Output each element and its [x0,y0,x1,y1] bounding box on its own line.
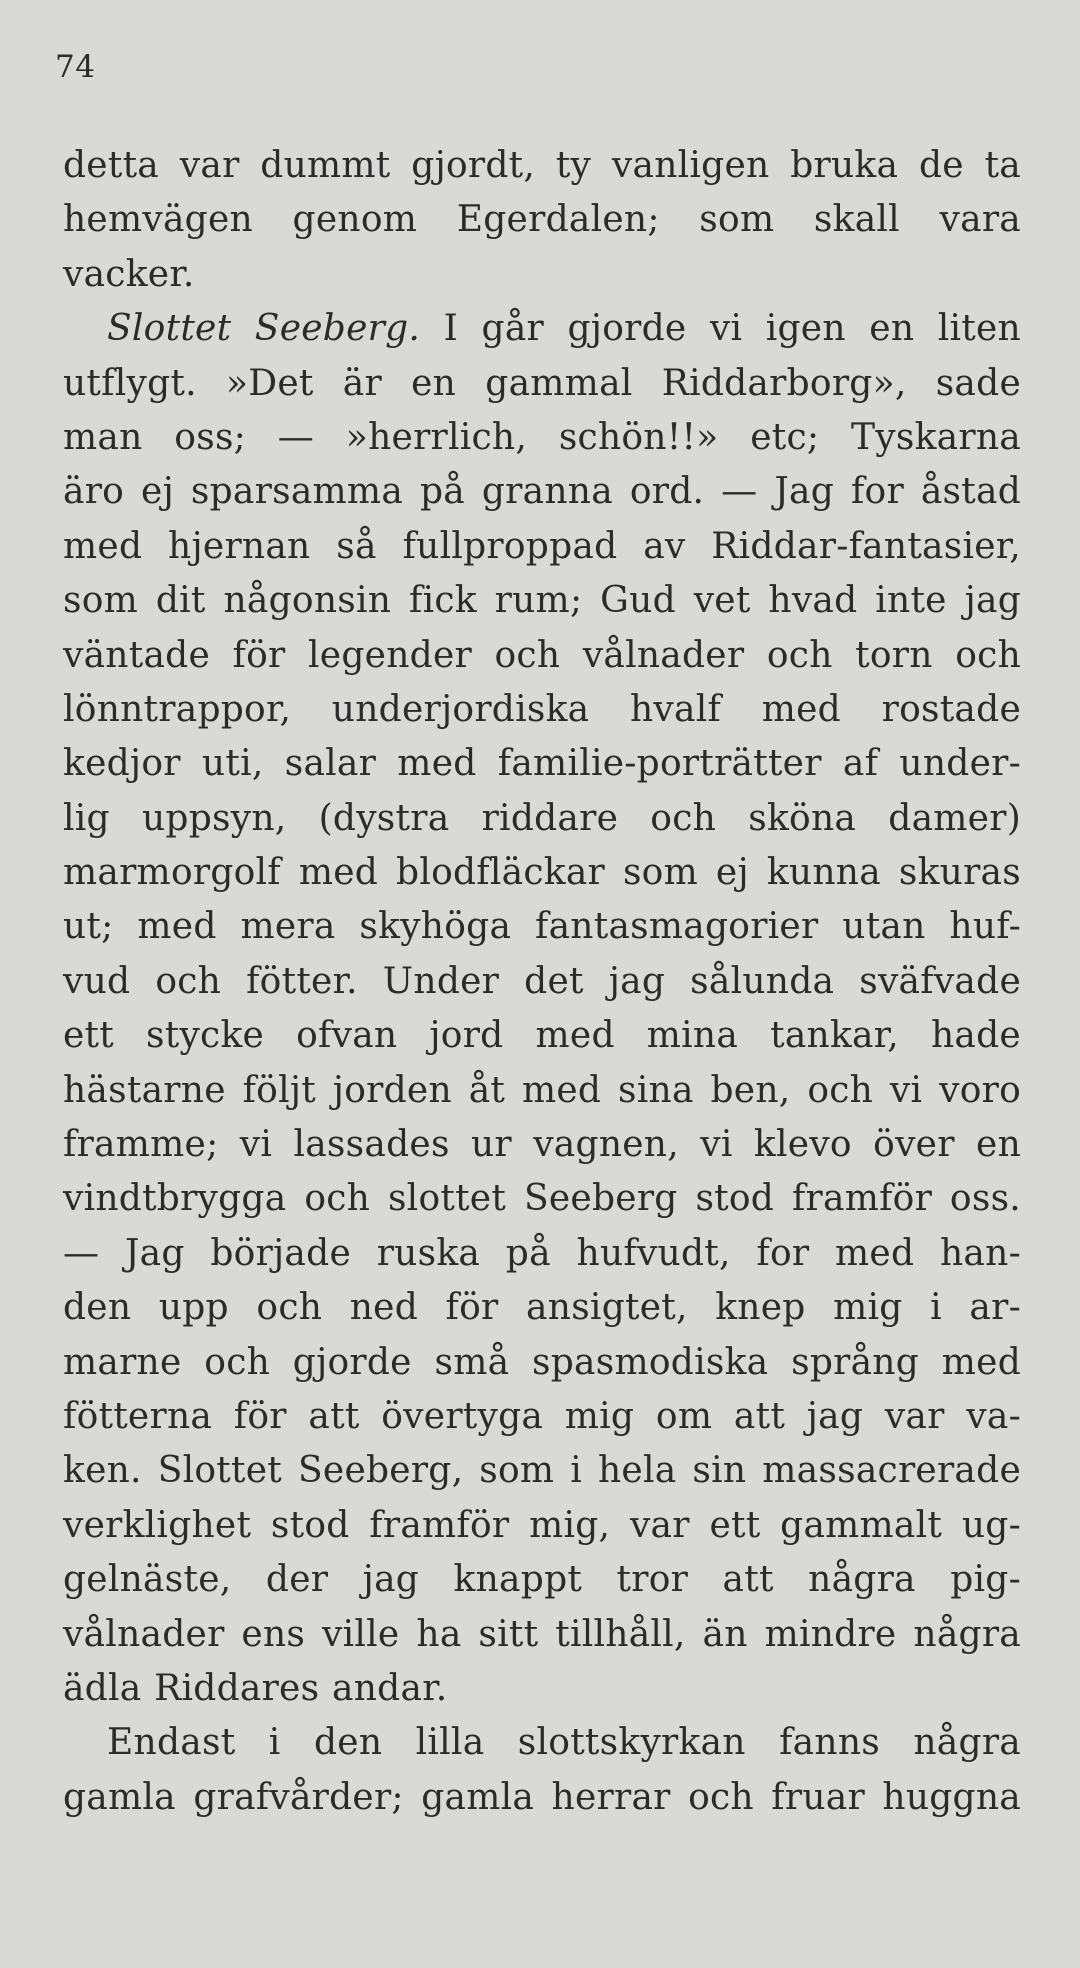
text-line-24: fötterna för att övertyga mig om att jag var va- [63,1395,1021,1437]
text-line-13: lig uppsyn, (dystra riddare och sköna damer) [63,797,1021,839]
section-heading: Slottet Seeberg. [107,308,421,350]
text-line-30: Endast i den lilla slottskyrkan fanns några [107,1722,1021,1764]
text-line-29: ädla Riddares andar. [63,1667,448,1709]
text-line-22: den upp och ned för ansigtet, knep mig i ar- [63,1287,1021,1329]
text-line-27: gelnäste, der jag knappt tror att några pig- [63,1559,1021,1601]
text-line-19: framme; vi lassades ur vagnen, vi klevo över en [63,1124,1021,1166]
text-line-17: ett stycke ofvan jord med mina tankar, hade [63,1015,1021,1057]
text-line-25: ken. Slottet Seeberg, som i hela sin massacrerade [63,1450,1021,1492]
text-line-6: man oss; — »herrlich, schön!!» etc; Tyskarna [63,416,1021,458]
page-number: 74 [55,49,96,85]
text-line-12: kedjor uti, salar med familie-porträtter af under- [63,743,1021,785]
text-line-10: väntade för legender och vålnader och torn och [63,634,1021,676]
text-line-11: lönntrappor, underjordiska hvalf med rostade [63,688,1021,730]
text-line-7: äro ej sparsamma på granna ord. — Jag for åstad [63,471,1021,513]
section-heading-line [63,302,1021,356]
text-line-20: vindtbrygga och slottet Seeberg stod framför oss. [63,1178,1021,1220]
text-line-8: med hjernan så fullproppad av Riddar-fantasier, [63,525,1021,567]
text-line-28: vålnader ens ville ha sitt tillhåll, än mindre några [63,1613,1021,1655]
text-line-31: gamla grafvårder; gamla herrar och fruar huggna [63,1776,1021,1818]
text-line-1: detta var dummt gjordt, ty vanligen bruka de ta [63,145,1021,186]
body-text [63,139,1021,1825]
text-line-23: marne och gjorde små spasmodiska språng med [63,1341,1021,1383]
text-line-21: — Jag började ruska på hufvudt, for med han- [63,1232,1021,1274]
text-line-26: verklighet stod framför mig, var ett gammalt ug- [63,1504,1021,1546]
text-line-18: hästarne följt jorden åt med sina ben, och vi voro [63,1069,1021,1111]
text-line-3: vacker. [63,253,195,295]
text-line-15: ut; med mera skyhöga fantasmagorier utan huf- [63,906,1021,948]
text-line-2: hemvägen genom Egerdalen; som skall vara [63,199,1021,241]
text-line-14: marmorgolf med blodfläckar som ej kunna skuras [63,852,1021,894]
text-line-9: som dit någonsin fick rum; Gud vet hvad inte jag [63,580,1021,622]
text-line-5: utflygt. »Det är en gammal Riddarborg», sade [63,362,1021,404]
text-line-16: vud och fötter. Under det jag sålunda sväfvade [63,960,1021,1002]
text-line-4-rest: I går gjorde vi igen en liten [420,308,1021,350]
